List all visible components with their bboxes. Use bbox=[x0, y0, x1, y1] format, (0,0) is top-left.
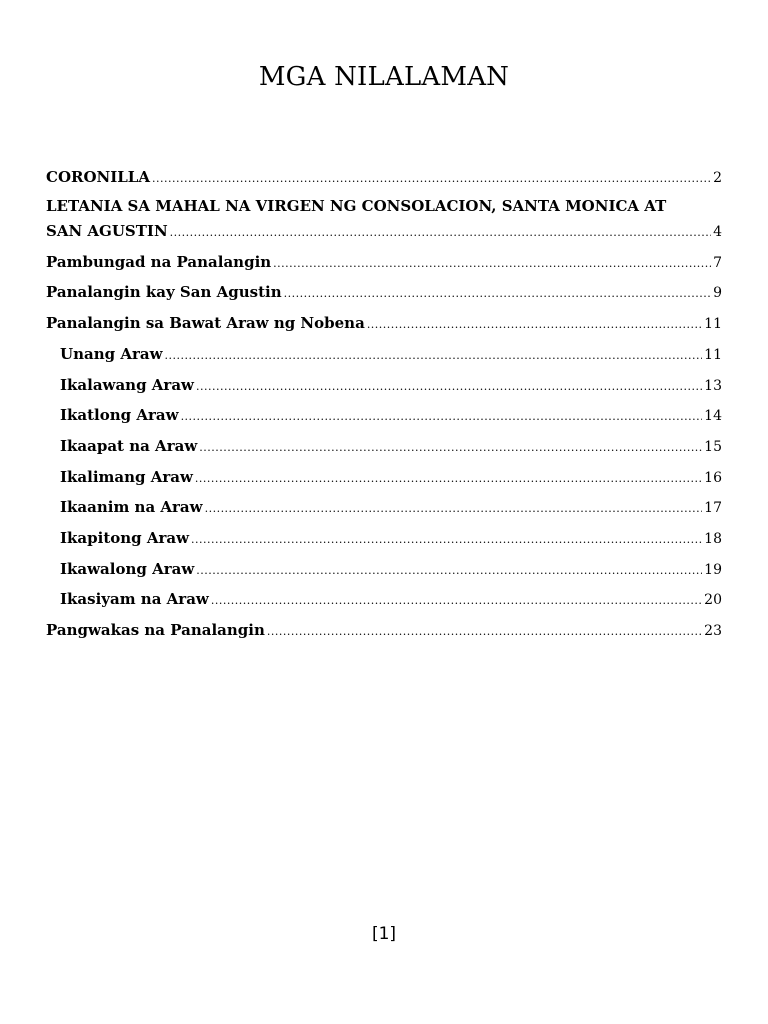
toc-entry-page: 9 bbox=[713, 285, 722, 302]
toc-entry-page: 11 bbox=[704, 346, 722, 363]
toc-entry-san-agustin[interactable] bbox=[46, 278, 722, 309]
toc-entry-page: 13 bbox=[704, 377, 722, 394]
toc-entry-day[interactable] bbox=[46, 340, 722, 371]
toc-entry-label: Ikalawang Araw bbox=[60, 375, 194, 394]
toc-entry-day[interactable] bbox=[46, 493, 722, 524]
toc-entry-label: Panalangin sa Bawat Araw ng Nobena bbox=[46, 314, 365, 333]
dot-leader bbox=[170, 220, 711, 245]
toc-entry-label-line2: SAN AGUSTIN bbox=[46, 221, 168, 240]
toc-entry-day[interactable] bbox=[46, 432, 722, 463]
dot-leader bbox=[152, 165, 711, 194]
toc-entry-label: Unang Araw bbox=[60, 344, 163, 363]
dot-leader bbox=[199, 434, 702, 463]
toc-entry-pambungad[interactable] bbox=[46, 248, 722, 279]
page-number: [1] bbox=[371, 924, 397, 944]
dot-leader bbox=[196, 557, 702, 586]
toc-entry-letania[interactable] bbox=[46, 194, 722, 245]
toc-entry-day[interactable] bbox=[46, 585, 722, 616]
toc-entry-day[interactable] bbox=[46, 463, 722, 494]
toc-entry-page: 20 bbox=[704, 592, 722, 609]
dot-leader bbox=[284, 280, 711, 309]
toc-entry-label: Ikatlong Araw bbox=[60, 406, 179, 425]
toc-entry-label: Ikaapat na Araw bbox=[60, 436, 198, 455]
toc-entry-page: 14 bbox=[704, 408, 722, 425]
toc-entry-label: Ikawalong Araw bbox=[60, 559, 195, 578]
toc-entry-label: Ikasiyam na Araw bbox=[60, 590, 209, 609]
toc-entry-day[interactable] bbox=[46, 401, 722, 432]
dot-leader bbox=[191, 526, 702, 555]
dot-leader bbox=[205, 495, 703, 524]
toc-entry-label: Panalangin kay San Agustin bbox=[46, 283, 282, 302]
toc-entry-day[interactable] bbox=[46, 524, 722, 555]
toc-entry-page: 11 bbox=[704, 316, 722, 333]
toc-entry-bawat-araw[interactable] bbox=[46, 309, 722, 340]
toc-entry-label: Ikalimang Araw bbox=[60, 467, 193, 486]
dot-leader bbox=[267, 618, 702, 647]
toc-entry-page: 23 bbox=[704, 623, 722, 640]
dot-leader bbox=[196, 373, 702, 402]
toc-entry-page: 15 bbox=[704, 438, 722, 455]
toc-entry-page: 18 bbox=[704, 531, 722, 548]
toc-entry-label: Ikaanim na Araw bbox=[60, 498, 203, 517]
toc-entry-page: 4 bbox=[713, 223, 722, 240]
toc-entry-day[interactable] bbox=[46, 555, 722, 586]
dot-leader bbox=[367, 311, 702, 340]
toc-entry-coronilla[interactable] bbox=[46, 163, 722, 194]
toc-entry-label: Pambungad na Panalangin bbox=[46, 252, 272, 271]
toc-entry-pangwakas[interactable] bbox=[46, 616, 722, 647]
toc-entry-day[interactable] bbox=[46, 371, 722, 402]
toc-entry-label: Pangwakas na Panalangin bbox=[46, 621, 265, 640]
page-title: MGA NILALAMAN bbox=[258, 62, 510, 92]
toc-entry-label: CORONILLA bbox=[46, 168, 150, 186]
dot-leader bbox=[181, 403, 703, 432]
dot-leader bbox=[211, 587, 702, 616]
toc-entry-page: 16 bbox=[704, 469, 722, 486]
toc-entry-label: Ikapitong Araw bbox=[60, 529, 190, 548]
toc-entry-page: 19 bbox=[704, 561, 722, 578]
toc-entry-page: 17 bbox=[704, 500, 722, 517]
dot-leader bbox=[273, 250, 711, 279]
dot-leader bbox=[195, 465, 702, 494]
dot-leader bbox=[165, 342, 703, 371]
toc-entry-page: 2 bbox=[713, 170, 722, 186]
table-of-contents bbox=[46, 163, 722, 647]
toc-entry-label-line1: LETANIA SA MAHAL NA VIRGEN NG CONSOLACION, SANTA MONICA AT bbox=[46, 196, 667, 215]
toc-entry-page: 7 bbox=[713, 254, 722, 271]
